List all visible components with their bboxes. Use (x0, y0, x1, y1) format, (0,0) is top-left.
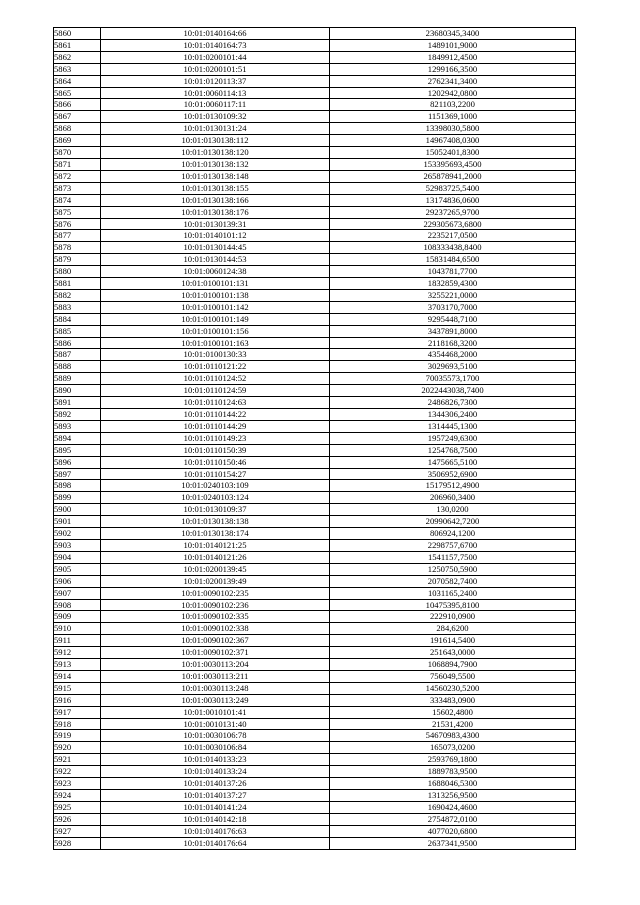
row-number-cell: 5873 (54, 182, 101, 194)
cadastral-number-cell: 10:01:0100101:163 (101, 337, 330, 349)
cadastral-number-cell: 10:01:0130138:132 (101, 158, 330, 170)
row-number-cell: 5868 (54, 123, 101, 135)
cadastral-value-cell: 1344306,2400 (330, 409, 576, 421)
row-number-cell: 5883 (54, 301, 101, 313)
row-number-cell: 5901 (54, 516, 101, 528)
table-row (54, 623, 576, 635)
cadastral-number-cell: 10:01:0100101:131 (101, 278, 330, 290)
cadastral-value-cell: 1489101,9000 (330, 39, 576, 51)
cadastral-value-cell: 23680345,3400 (330, 28, 576, 40)
row-number-cell: 5891 (54, 397, 101, 409)
cadastral-number-cell: 10:01:0200101:44 (101, 51, 330, 63)
cadastral-number-cell: 10:01:0140121:26 (101, 551, 330, 563)
cadastral-value-cell: 20990642,7200 (330, 516, 576, 528)
row-number-cell: 5874 (54, 194, 101, 206)
cadastral-number-cell: 10:01:0140101:12 (101, 230, 330, 242)
cadastral-value-cell: 1314445,1300 (330, 420, 576, 432)
cadastral-value-cell: 2593769,1800 (330, 754, 576, 766)
table-row (54, 790, 576, 802)
cadastral-value-cell: 9295448,7100 (330, 313, 576, 325)
cadastral-value-cell: 3437891,8000 (330, 325, 576, 337)
cadastral-value-cell: 1250750,5900 (330, 563, 576, 575)
table-row (54, 99, 576, 111)
table-row (54, 539, 576, 551)
table-row (54, 516, 576, 528)
cadastral-value-cell: 191614,5400 (330, 635, 576, 647)
cadastral-number-cell: 10:01:0130144:53 (101, 254, 330, 266)
cadastral-value-cell: 2235217,0500 (330, 230, 576, 242)
table-row (54, 825, 576, 837)
cadastral-number-cell: 10:01:0140164:66 (101, 28, 330, 40)
table-row (54, 611, 576, 623)
cadastral-number-cell: 10:01:0030113:249 (101, 694, 330, 706)
table-row (54, 87, 576, 99)
table-row (54, 492, 576, 504)
row-number-cell: 5919 (54, 730, 101, 742)
cadastral-value-cell: 15052401,8300 (330, 147, 576, 159)
cadastral-value-cell: 21531,4200 (330, 718, 576, 730)
table-row (54, 837, 576, 849)
row-number-cell: 5887 (54, 349, 101, 361)
table-row (54, 289, 576, 301)
cadastral-value-cell: 4077020,6800 (330, 825, 576, 837)
cadastral-value-cell: 1151369,1000 (330, 111, 576, 123)
cadastral-value-cell: 13174836,0600 (330, 194, 576, 206)
table-row (54, 551, 576, 563)
cadastral-value-cell: 13398030,5800 (330, 123, 576, 135)
cadastral-number-cell: 10:01:0090102:235 (101, 587, 330, 599)
table-row (54, 170, 576, 182)
cadastral-number-cell: 10:01:0110150:39 (101, 444, 330, 456)
cadastral-number-cell: 10:01:0090102:236 (101, 599, 330, 611)
table-row (54, 158, 576, 170)
cadastral-number-cell: 10:01:0140142:18 (101, 813, 330, 825)
row-number-cell: 5872 (54, 170, 101, 182)
cadastral-value-cell: 2298757,6700 (330, 539, 576, 551)
cadastral-number-cell: 10:01:0110144:22 (101, 409, 330, 421)
cadastral-value-cell: 1202942,0800 (330, 87, 576, 99)
cadastral-number-cell: 10:01:0130138:155 (101, 182, 330, 194)
table-row (54, 182, 576, 194)
row-number-cell: 5870 (54, 147, 101, 159)
table-row (54, 349, 576, 361)
cadastral-number-cell: 10:01:0130109:37 (101, 504, 330, 516)
cadastral-number-cell: 10:01:0090102:335 (101, 611, 330, 623)
cadastral-number-cell: 10:01:0110154:27 (101, 468, 330, 480)
row-number-cell: 5895 (54, 444, 101, 456)
cadastral-value-cell: 1541157,7500 (330, 551, 576, 563)
row-number-cell: 5875 (54, 206, 101, 218)
cadastral-number-cell: 10:01:0240103:124 (101, 492, 330, 504)
cadastral-number-cell: 10:01:0130144:45 (101, 242, 330, 254)
table-row (54, 706, 576, 718)
cadastral-value-cell: 54670983,4300 (330, 730, 576, 742)
table-row (54, 373, 576, 385)
row-number-cell: 5893 (54, 420, 101, 432)
cadastral-value-cell: 2637341,9500 (330, 837, 576, 849)
cadastral-number-cell: 10:01:0140133:23 (101, 754, 330, 766)
row-number-cell: 5889 (54, 373, 101, 385)
cadastral-value-cell: 3255221,0000 (330, 289, 576, 301)
cadastral-value-cell: 3703170,7000 (330, 301, 576, 313)
table-row (54, 28, 576, 40)
cadastral-number-cell: 10:01:0130139:31 (101, 218, 330, 230)
cadastral-value-cell: 1475665,5100 (330, 456, 576, 468)
table-row (54, 682, 576, 694)
table-body (54, 28, 576, 850)
row-number-cell: 5899 (54, 492, 101, 504)
row-number-cell: 5915 (54, 682, 101, 694)
table-row (54, 254, 576, 266)
cadastral-number-cell: 10:01:0060117:11 (101, 99, 330, 111)
cadastral-number-cell: 10:01:0090102:338 (101, 623, 330, 635)
row-number-cell: 5869 (54, 135, 101, 147)
cadastral-number-cell: 10:01:0140133:24 (101, 766, 330, 778)
row-number-cell: 5916 (54, 694, 101, 706)
row-number-cell: 5876 (54, 218, 101, 230)
cadastral-number-cell: 10:01:0010131:40 (101, 718, 330, 730)
table-row (54, 742, 576, 754)
row-number-cell: 5882 (54, 289, 101, 301)
table-row (54, 111, 576, 123)
row-number-cell: 5918 (54, 718, 101, 730)
cadastral-value-cell: 2754872,0100 (330, 813, 576, 825)
cadastral-number-cell: 10:01:0140164:73 (101, 39, 330, 51)
row-number-cell: 5921 (54, 754, 101, 766)
cadastral-number-cell: 10:01:0130138:148 (101, 170, 330, 182)
table-row (54, 337, 576, 349)
table-row (54, 480, 576, 492)
row-number-cell: 5865 (54, 87, 101, 99)
table-row (54, 528, 576, 540)
table-row (54, 635, 576, 647)
cadastral-number-cell: 10:01:0100101:138 (101, 289, 330, 301)
table-row (54, 456, 576, 468)
row-number-cell: 5885 (54, 325, 101, 337)
cadastral-number-cell: 10:01:0090102:367 (101, 635, 330, 647)
cadastral-number-cell: 10:01:0110144:29 (101, 420, 330, 432)
cadastral-number-cell: 10:01:0130138:174 (101, 528, 330, 540)
cadastral-value-cell: 1254768,7500 (330, 444, 576, 456)
cadastral-number-cell: 10:01:0010101:41 (101, 706, 330, 718)
cadastral-value-cell: 70035573,1700 (330, 373, 576, 385)
row-number-cell: 5867 (54, 111, 101, 123)
cadastral-value-cell: 153395693,4500 (330, 158, 576, 170)
cadastral-number-cell: 10:01:0030113:204 (101, 659, 330, 671)
row-number-cell: 5900 (54, 504, 101, 516)
cadastral-number-cell: 10:01:0100101:156 (101, 325, 330, 337)
row-number-cell: 5864 (54, 75, 101, 87)
table-row (54, 242, 576, 254)
cadastral-value-cell: 222910,0900 (330, 611, 576, 623)
table-row (54, 444, 576, 456)
table-row (54, 123, 576, 135)
cadastral-number-cell: 10:01:0090102:371 (101, 647, 330, 659)
cadastral-number-cell: 10:01:0110121:22 (101, 361, 330, 373)
table-row (54, 670, 576, 682)
cadastral-value-cell: 806924,1200 (330, 528, 576, 540)
cadastral-value-cell: 165073,0200 (330, 742, 576, 754)
cadastral-value-cell: 1299166,3500 (330, 63, 576, 75)
cadastral-number-cell: 10:01:0130138:176 (101, 206, 330, 218)
cadastral-value-cell: 1313256,9500 (330, 790, 576, 802)
cadastral-value-cell: 265878941,2000 (330, 170, 576, 182)
cadastral-value-cell: 2070582,7400 (330, 575, 576, 587)
row-number-cell: 5886 (54, 337, 101, 349)
table-row (54, 694, 576, 706)
row-number-cell: 5884 (54, 313, 101, 325)
cadastral-number-cell: 10:01:0200139:45 (101, 563, 330, 575)
cadastral-value-cell: 2118168,3200 (330, 337, 576, 349)
row-number-cell: 5914 (54, 670, 101, 682)
row-number-cell: 5904 (54, 551, 101, 563)
row-number-cell: 5860 (54, 28, 101, 40)
table-row (54, 325, 576, 337)
cadastral-value-cell: 15831484,6500 (330, 254, 576, 266)
row-number-cell: 5861 (54, 39, 101, 51)
row-number-cell: 5878 (54, 242, 101, 254)
table-row (54, 647, 576, 659)
cadastral-number-cell: 10:01:0130138:166 (101, 194, 330, 206)
cadastral-value-cell: 821103,2200 (330, 99, 576, 111)
row-number-cell: 5896 (54, 456, 101, 468)
row-number-cell: 5912 (54, 647, 101, 659)
row-number-cell: 5928 (54, 837, 101, 849)
table-row (54, 587, 576, 599)
table-row (54, 813, 576, 825)
row-number-cell: 5925 (54, 801, 101, 813)
row-number-cell: 5898 (54, 480, 101, 492)
cadastral-number-cell: 10:01:0200101:51 (101, 63, 330, 75)
cadastral-value-cell: 1068894,7900 (330, 659, 576, 671)
cadastral-number-cell: 10:01:0130138:112 (101, 135, 330, 147)
cadastral-number-cell: 10:01:0110124:59 (101, 385, 330, 397)
cadastral-number-cell: 10:01:0240103:109 (101, 480, 330, 492)
cadastral-number-cell: 10:01:0140141:24 (101, 801, 330, 813)
row-number-cell: 5910 (54, 623, 101, 635)
cadastral-number-cell: 10:01:0110124:52 (101, 373, 330, 385)
cadastral-value-cell: 2762341,3400 (330, 75, 576, 87)
row-number-cell: 5890 (54, 385, 101, 397)
cadastral-number-cell: 10:01:0120113:37 (101, 75, 330, 87)
cadastral-number-cell: 10:01:0060124:38 (101, 266, 330, 278)
table-row (54, 754, 576, 766)
row-number-cell: 5908 (54, 599, 101, 611)
row-number-cell: 5871 (54, 158, 101, 170)
row-number-cell: 5923 (54, 778, 101, 790)
cadastral-value-cell: 4354468,2000 (330, 349, 576, 361)
cadastral-number-cell: 10:01:0110124:63 (101, 397, 330, 409)
cadastral-value-cell: 1889783,9500 (330, 766, 576, 778)
row-number-cell: 5894 (54, 432, 101, 444)
table-row (54, 801, 576, 813)
table-row (54, 432, 576, 444)
row-number-cell: 5879 (54, 254, 101, 266)
cadastral-value-cell: 2022443038,7400 (330, 385, 576, 397)
row-number-cell: 5926 (54, 813, 101, 825)
cadastral-value-cell: 14967408,0300 (330, 135, 576, 147)
row-number-cell: 5909 (54, 611, 101, 623)
cadastral-value-cell: 1043781,7700 (330, 266, 576, 278)
table-row (54, 39, 576, 51)
cadastral-number-cell: 10:01:0030106:84 (101, 742, 330, 754)
table-row (54, 301, 576, 313)
cadastral-value-cell: 108333438,8400 (330, 242, 576, 254)
cadastral-value-table (53, 27, 576, 850)
cadastral-number-cell: 10:01:0110149:23 (101, 432, 330, 444)
cadastral-value-cell: 15602,4800 (330, 706, 576, 718)
table-row (54, 575, 576, 587)
cadastral-number-cell: 10:01:0130109:32 (101, 111, 330, 123)
table-row (54, 75, 576, 87)
row-number-cell: 5907 (54, 587, 101, 599)
cadastral-number-cell: 10:01:0100101:149 (101, 313, 330, 325)
row-number-cell: 5903 (54, 539, 101, 551)
cadastral-value-cell: 756049,5500 (330, 670, 576, 682)
row-number-cell: 5920 (54, 742, 101, 754)
row-number-cell: 5924 (54, 790, 101, 802)
table-row (54, 468, 576, 480)
cadastral-number-cell: 10:01:0140176:63 (101, 825, 330, 837)
cadastral-value-cell: 229305673,6800 (330, 218, 576, 230)
cadastral-number-cell: 10:01:0110150:46 (101, 456, 330, 468)
cadastral-number-cell: 10:01:0030113:211 (101, 670, 330, 682)
row-number-cell: 5892 (54, 409, 101, 421)
cadastral-number-cell: 10:01:0030106:78 (101, 730, 330, 742)
cadastral-value-cell: 284,6200 (330, 623, 576, 635)
cadastral-value-cell: 251643,0000 (330, 647, 576, 659)
cadastral-number-cell: 10:01:0030113:248 (101, 682, 330, 694)
row-number-cell: 5866 (54, 99, 101, 111)
row-number-cell: 5922 (54, 766, 101, 778)
row-number-cell: 5881 (54, 278, 101, 290)
cadastral-number-cell: 10:01:0130131:24 (101, 123, 330, 135)
table-row (54, 599, 576, 611)
cadastral-number-cell: 10:01:0140176:64 (101, 837, 330, 849)
cadastral-value-cell: 15179512,4900 (330, 480, 576, 492)
cadastral-value-cell: 10475395,8100 (330, 599, 576, 611)
row-number-cell: 5863 (54, 63, 101, 75)
table-row (54, 278, 576, 290)
cadastral-value-cell: 1957249,6300 (330, 432, 576, 444)
table-row (54, 409, 576, 421)
row-number-cell: 5913 (54, 659, 101, 671)
table-row (54, 266, 576, 278)
cadastral-value-cell: 1688046,5300 (330, 778, 576, 790)
table-row (54, 420, 576, 432)
table-row (54, 218, 576, 230)
table-row (54, 659, 576, 671)
cadastral-value-cell: 130,0200 (330, 504, 576, 516)
table-row (54, 206, 576, 218)
cadastral-value-cell: 206960,3400 (330, 492, 576, 504)
row-number-cell: 5905 (54, 563, 101, 575)
cadastral-number-cell: 10:01:0130138:138 (101, 516, 330, 528)
table-row (54, 385, 576, 397)
table-row (54, 766, 576, 778)
cadastral-number-cell: 10:01:0140137:27 (101, 790, 330, 802)
row-number-cell: 5911 (54, 635, 101, 647)
cadastral-value-cell: 3029693,5100 (330, 361, 576, 373)
cadastral-number-cell: 10:01:0130138:120 (101, 147, 330, 159)
row-number-cell: 5927 (54, 825, 101, 837)
table-row (54, 194, 576, 206)
cadastral-value-cell: 3506952,6900 (330, 468, 576, 480)
table-row (54, 730, 576, 742)
cadastral-value-cell: 2486826,7300 (330, 397, 576, 409)
row-number-cell: 5880 (54, 266, 101, 278)
row-number-cell: 5862 (54, 51, 101, 63)
cadastral-number-cell: 10:01:0200139:49 (101, 575, 330, 587)
cadastral-value-cell: 29237265,9700 (330, 206, 576, 218)
table-row (54, 313, 576, 325)
row-number-cell: 5917 (54, 706, 101, 718)
table-row (54, 361, 576, 373)
table-row (54, 51, 576, 63)
row-number-cell: 5902 (54, 528, 101, 540)
row-number-cell: 5906 (54, 575, 101, 587)
cadastral-value-cell: 52983725,5400 (330, 182, 576, 194)
cadastral-value-cell: 1690424,4600 (330, 801, 576, 813)
row-number-cell: 5897 (54, 468, 101, 480)
table-row (54, 397, 576, 409)
cadastral-value-cell: 14560230,5200 (330, 682, 576, 694)
cadastral-number-cell: 10:01:0100130:33 (101, 349, 330, 361)
cadastral-number-cell: 10:01:0100101:142 (101, 301, 330, 313)
table-row (54, 230, 576, 242)
table-row (54, 135, 576, 147)
table-row (54, 778, 576, 790)
table-row (54, 504, 576, 516)
cadastral-number-cell: 10:01:0060114:13 (101, 87, 330, 99)
cadastral-value-cell: 1031165,2400 (330, 587, 576, 599)
cadastral-number-cell: 10:01:0140137:26 (101, 778, 330, 790)
cadastral-value-cell: 1849912,4500 (330, 51, 576, 63)
table-row (54, 63, 576, 75)
table-row (54, 147, 576, 159)
cadastral-number-cell: 10:01:0140121:25 (101, 539, 330, 551)
cadastral-value-cell: 333483,0900 (330, 694, 576, 706)
row-number-cell: 5888 (54, 361, 101, 373)
row-number-cell: 5877 (54, 230, 101, 242)
cadastral-value-cell: 1832859,4300 (330, 278, 576, 290)
table-row (54, 563, 576, 575)
table-row (54, 718, 576, 730)
